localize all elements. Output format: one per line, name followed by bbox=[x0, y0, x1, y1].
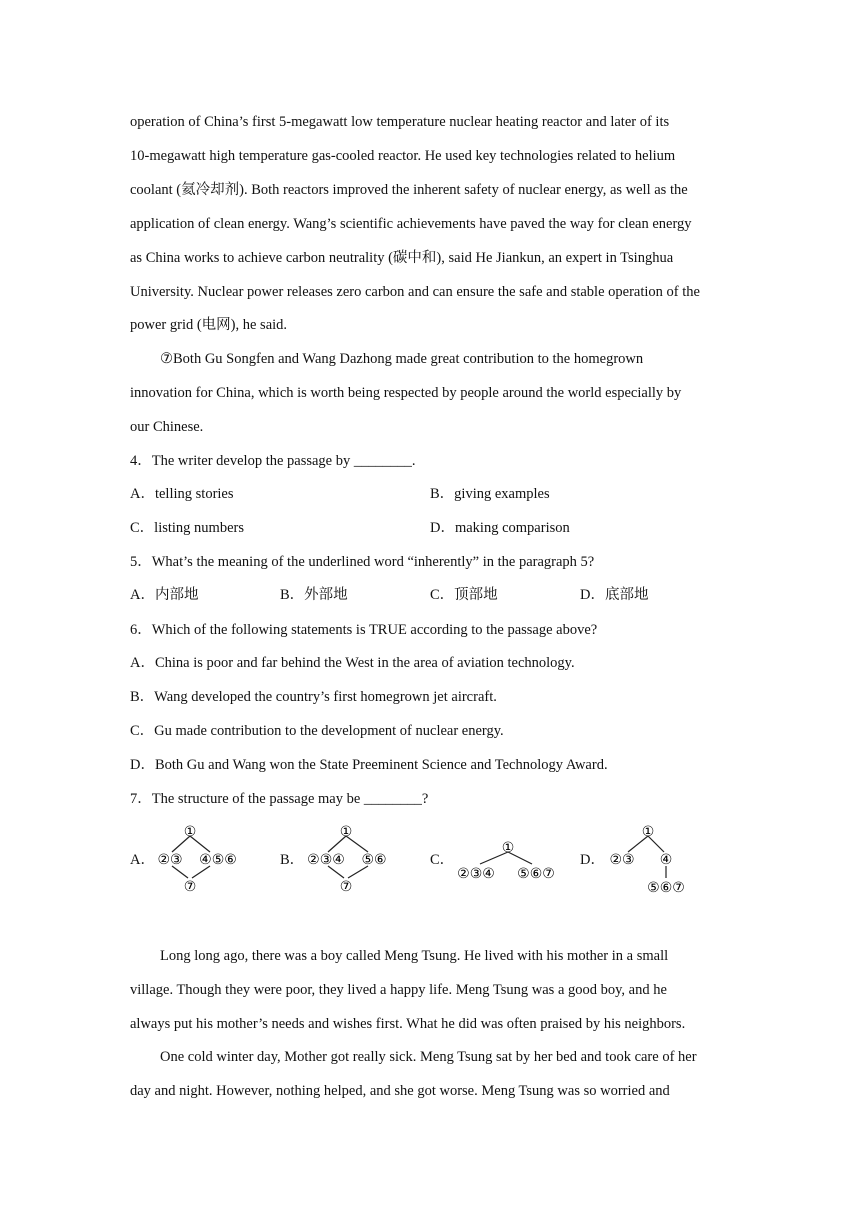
passage-line: ⑦Both Gu Songfen and Wang Dazhong made great contribution to the homegrown bbox=[160, 351, 644, 367]
passage-line: coolant (氦冷却剂). Both reactors improved the inherent safety of nuclear energy, as well as the bbox=[130, 182, 688, 198]
option-c[interactable]: C． bbox=[430, 852, 455, 868]
passage-line: One cold winter day, Mother got really sick. Meng Tsung sat by her bed and took care of her bbox=[160, 1049, 697, 1065]
option-c[interactable]: C．Gu made contribution to the development of nuclear energy. bbox=[130, 723, 504, 739]
option-d[interactable]: D．making comparison bbox=[430, 520, 570, 536]
question-stem: 6．Which of the following statements is TRUE according to the passage above? bbox=[130, 622, 598, 638]
option-d[interactable]: D．底部地 bbox=[580, 587, 649, 603]
node-right: ④⑤⑥ bbox=[199, 852, 237, 868]
node-left: ②③④ bbox=[307, 852, 345, 868]
option-a[interactable]: A．telling stories bbox=[130, 486, 234, 502]
passage-line: application of clean energy. Wang’s scientific achievements have paved the way for clean energy bbox=[130, 216, 692, 232]
passage-line: University. Nuclear power releases zero carbon and can ensure the safe and stable operation of the bbox=[130, 284, 700, 300]
structure-diagram-b bbox=[302, 822, 402, 894]
option-a[interactable]: A．China is poor and far behind the West in the area of aviation technology. bbox=[130, 655, 575, 671]
option-a[interactable]: A．内部地 bbox=[130, 587, 199, 603]
passage-line: village. Though they were poor, they lived a happy life. Meng Tsung was a good boy, and he bbox=[130, 982, 667, 998]
structure-diagram-a bbox=[152, 822, 252, 894]
question-stem: 4．The writer develop the passage by ________. bbox=[130, 453, 416, 469]
passage-line: day and night. However, nothing helped, and she got worse. Meng Tsung was so worried and bbox=[130, 1083, 670, 1099]
option-c[interactable]: C．listing numbers bbox=[130, 520, 244, 536]
question-stem: 5．What’s the meaning of the underlined word “inherently” in the paragraph 5? bbox=[130, 554, 595, 570]
node-bottom: ⑦ bbox=[183, 879, 197, 894]
option-c[interactable]: C．顶部地 bbox=[430, 587, 498, 603]
node-left: ②③④ bbox=[457, 866, 495, 882]
node-right: ⑤⑥⑦ bbox=[517, 866, 555, 882]
option-b[interactable]: B．giving examples bbox=[430, 486, 550, 502]
node-left: ②③ bbox=[609, 852, 635, 868]
passage-line: 10-megawatt high temperature gas-cooled reactor. He used key technologies related to helium bbox=[130, 148, 676, 164]
node-top: ① bbox=[183, 824, 197, 840]
option-b[interactable]: B．外部地 bbox=[280, 587, 348, 603]
passage-line: always put his mother’s needs and wishes first. What he did was often praised by his neighbors. bbox=[130, 1016, 686, 1032]
passage-line: innovation for China, which is worth being respected by people around the world especially by bbox=[130, 385, 682, 401]
passage-line: Long long ago, there was a boy called Meng Tsung. He lived with his mother in a small bbox=[160, 948, 669, 964]
structure-diagram-c bbox=[452, 822, 562, 894]
option-a[interactable]: A． bbox=[130, 852, 155, 868]
option-d[interactable]: D．Both Gu and Wang won the State Preeminent Science and Technology Award. bbox=[130, 757, 608, 773]
node-right: ④ bbox=[659, 852, 673, 868]
node-bottom: ⑤⑥⑦ bbox=[647, 880, 685, 896]
node-top: ① bbox=[641, 824, 655, 840]
passage-line: as China works to achieve carbon neutrality (碳中和), said He Jiankun, an expert in Tsinghua bbox=[130, 250, 674, 266]
passage-line: power grid (电网), he said. bbox=[130, 317, 288, 333]
question-stem: 7．The structure of the passage may be ________? bbox=[130, 791, 429, 807]
option-b[interactable]: B．Wang developed the country’s first homegrown jet aircraft. bbox=[130, 689, 497, 705]
node-top: ① bbox=[339, 824, 353, 840]
passage-line: our Chinese. bbox=[130, 419, 204, 435]
node-top: ① bbox=[501, 840, 515, 856]
node-bottom: ⑦ bbox=[339, 879, 353, 894]
passage-line: operation of China’s first 5-megawatt low temperature nuclear heating reactor and later of its bbox=[130, 114, 670, 130]
option-d[interactable]: D． bbox=[580, 852, 605, 868]
node-left: ②③ bbox=[157, 852, 183, 868]
structure-diagram-d bbox=[602, 822, 702, 896]
option-b[interactable]: B． bbox=[280, 852, 305, 868]
node-right: ⑤⑥ bbox=[361, 852, 387, 868]
